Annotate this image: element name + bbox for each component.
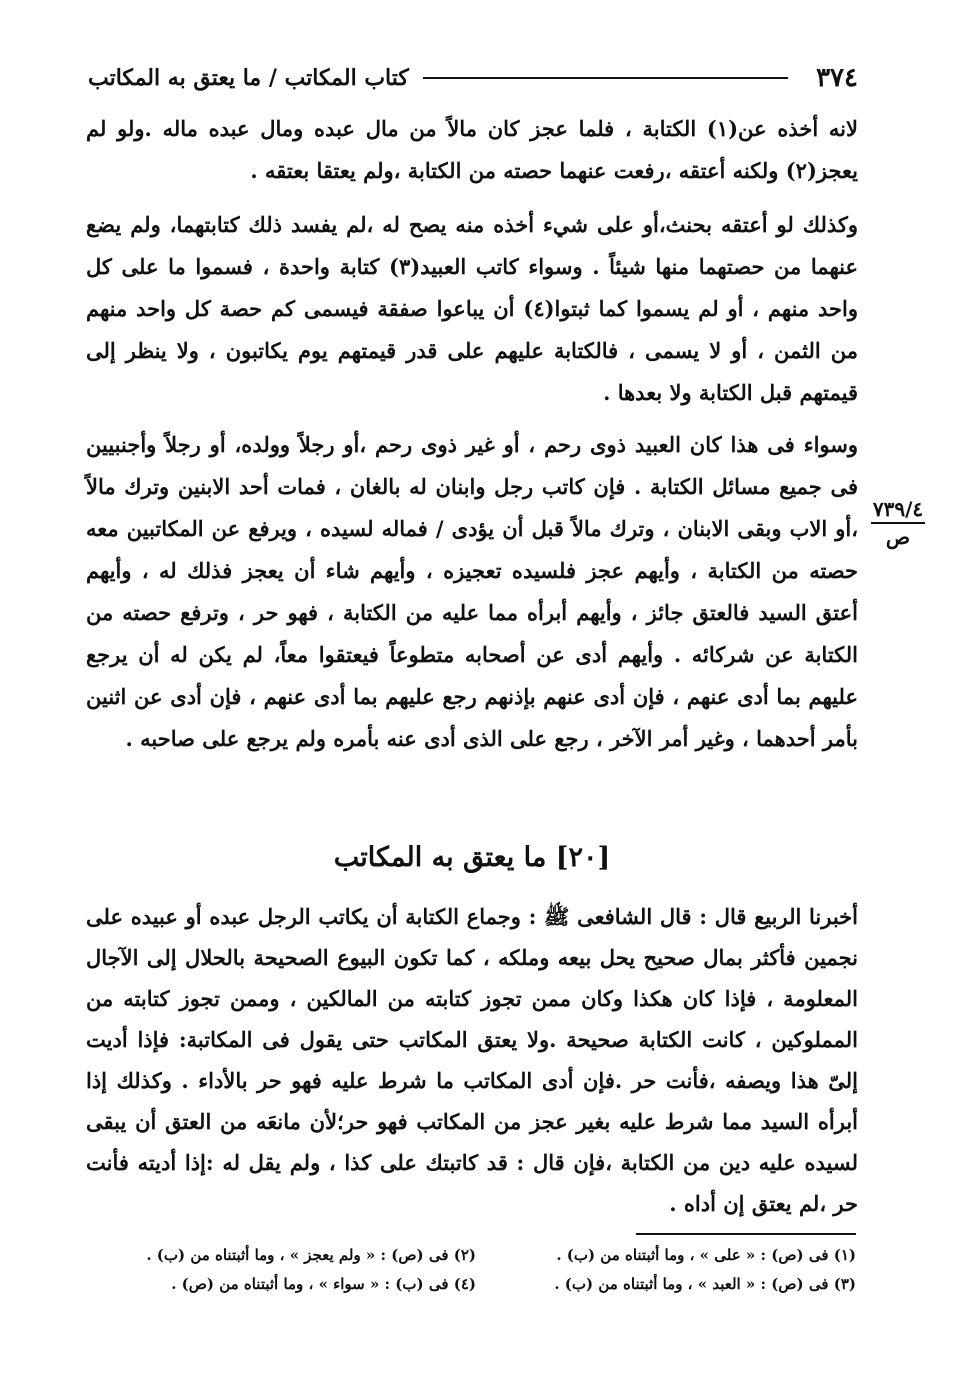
paragraph-manumission <box>86 204 858 414</box>
paragraph-text: أخبرنا الربيع قال : قال الشافعى ﷺ : وجماع الكتابة أن يكاتب الرجل عبده أو عبيده على نجمين فأكثر بمال صحيح يحل بيعه وملكه ، كما تكون البيوع الصحيحة بالحلال إلى الآجال المعلومة ، فإذا كان هكذا وكان ممن تجوز كتابته من المالكين ، وممن تجوز كتابته من المملوكين ، كانت الكتابة صحيحة .ولا يعتق المكاتب حتى يقول فى المكاتبة: فإذا أديت إلىّ هذا ويصفه ،فأنت حر .فإن أدى المكاتب ما شرط عليه فهو حر بالأداء . وكذلك إذا أبرأه السيد مما شرط عليه بغير عجز من المكاتب فهو حر؛لأن مانعَه من العتق أن يبقى لسيده عليه دين من الكتابة ،فإن قال : قد كاتبتك على كذا ، ولم يقل له :إذا أديته فأنت حر ،لم يعتق إن أداه . <box>86 904 858 1216</box>
page-number: ٣٧٤ <box>816 63 858 93</box>
section-body <box>86 896 858 1224</box>
footnote-3: (٣) فى (ص) : « العبد » ، وما أثبتناه من (ب) . <box>554 1275 856 1293</box>
running-header <box>88 58 858 98</box>
manuscript-margin-reference <box>868 496 928 550</box>
paragraph-text: لانه أخذه عن(١) الكتابة ، فلما عجز كان مالاً من مال عبده ومال عبده ماله .ولو لم يعجز(٢) ولكنه أعتقه ،رفعت عنهما حصته من الكتابة ،ولم يعتقا بعتقه . <box>86 116 858 183</box>
running-title: كتاب المكاتب / ما يعتق به المكاتب <box>88 65 409 91</box>
paragraph-kinship <box>86 424 858 760</box>
footnote-separator <box>636 1233 856 1235</box>
footnote-2: (٢) فى (ص) : « ولم يعجز » ، وما أثبتناه من (ب) . <box>146 1246 476 1264</box>
manuscript-siglum: ص <box>885 525 911 549</box>
paragraph-continuation <box>86 108 858 192</box>
header-rule <box>423 77 788 79</box>
paragraph-text: وكذلك لو أعتقه بحنث،أو على شيء أخذه منه يصح له ،لم يفسد ذلك كتابتهما، ولم يضع عنهما من حصتهما منها شيئاً . وسواء كاتب العبيد(٣) كتابة واحدة ، فسموا ما على كل واحد منهم ، أو لم يسموا كما ثبتوا(٤) أن يباعوا صفقة فيسمى كم حصة كل واحد منهم من الثمن ، أو لا يسمى ، فالكتابة عليهم على قدر قيمتهم يوم يكاتبون ، ولا ينظر إلى قيمتهم قبل الكتابة ولا بعدها . <box>86 212 858 405</box>
section-heading: [٢٠] ما يعتق به المكاتب <box>333 842 611 873</box>
footnote-4: (٤) فى (ب) : « سواء » ، وما أثبتناه من (ص) . <box>171 1275 476 1293</box>
footnotes <box>96 1241 856 1299</box>
footnote-1: (١) فى (ص) : « على » ، وما أثبتناه من (ب) . <box>556 1246 856 1264</box>
paragraph-text: وسواء فى هذا كان العبيد ذوى رحم ، أو غير ذوى رحم ،أو رجلاً وولده، أو رجلاً وأجنبيين فى جميع مسائل الكتابة . فإن كاتب رجل وابنان له بالغان ، فمات أحد الابنين وترك مالاً ،أو الاب وبقى الابنان ، وترك مالاً قبل أن يؤدى / فماله لسيده ، ويرفع عن المكاتبين معه حصته من الكتابة ، وأيهم عجز فلسيده تعجيزه ، وأيهم شاء أن يعجز فذلك له ، وأيهم أعتق السيد فالعتق جائز ، وأيهم أبرأه مما عليه من الكتابة ، فهو حر ، وترفع حصته من الكتابة عن شركائه . وأيهم أدى عن أصحابه متطوعاً فيعتقوا معاً، لم يكن له أن يرجع عليهم بما أدى عنهم ، فإن أدى عنهم بإذنهم رجع عليهم بما أدى عنهم ، فإن أدى عن اثنين بأمر أحدهما ، وغير أمر الآخر ، رجع على الذى أدى عنه بأمره ولم يرجع على صاحبه . <box>86 432 858 751</box>
folio-reference: ٧٣٩/٤ <box>871 496 925 524</box>
